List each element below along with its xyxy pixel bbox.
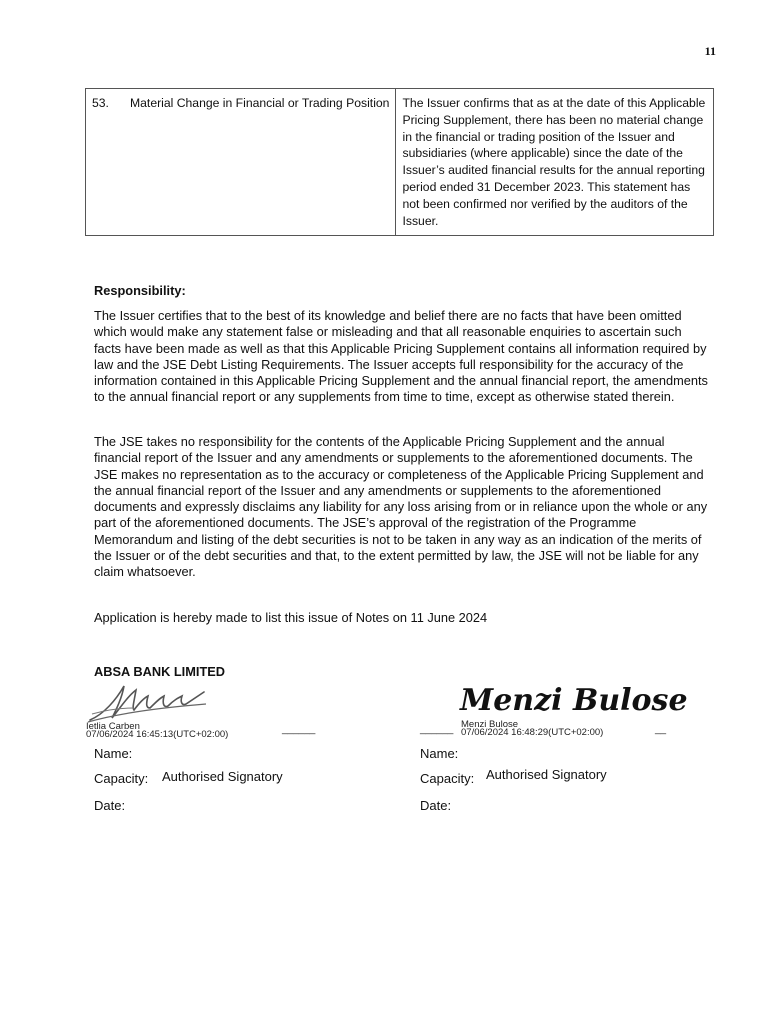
date-label-1: Date: [94,798,126,813]
capacity-label-2: Capacity: [420,771,475,786]
name-label-2: Name: [420,746,459,761]
signature-timestamp-1: 07/06/2024 16:45:13(UTC+02:00) [86,729,229,740]
signature-line-2b: __ [655,724,667,735]
signature-timestamp-2: 07/06/2024 16:48:29(UTC+02:00) [461,727,604,738]
signer-name-2: Menzi Bulose [461,719,519,730]
capacity-label-1: Capacity: [94,771,149,786]
clause-text-cell [396,89,714,236]
name-label-1: Name: [94,746,133,761]
clause-title-cell [86,89,396,236]
capacity-value-1: Authorised Signatory [162,769,283,784]
date-label-2: Date: [420,798,452,813]
page-number: 11 [704,44,716,58]
signer-name-1: Ietlia Carben [86,721,140,732]
clause-table [85,88,714,236]
signature-line-1: ______ [282,724,316,735]
responsibility-heading: Responsibility: [94,283,186,298]
signature-text-2: Menzi Bulose [460,683,688,718]
clause-title: Material Change in Financial or Trading Position [130,96,390,110]
signature-line-2a: ______ [420,724,454,735]
responsibility-paragraph-2: The JSE takes no responsibility for the contents of the Applicable Pricing Supplement and the annual financial report of the Issuer and any amendments or supplements to the aforementioned documents. The JSE makes no representation as to the accuracy or completeness of the Applicable Pricing Supplement and the annual financial report of the Issuer and any amendments or supplements to the aforementioned documents and expressly disclaims any liability for any loss arising from or in reliance upon the whole or any part of the aforementioned documents. The JSE’s approval of the registration of the Programme Memorandum and listing of the debt securities is not to be taken in any way as an indication of the merits of the Issuer or of the debt securities and that, to the extent permitted by law, the JSE will not be liable for any claim whatsoever. [94,434,708,580]
signature-image-1 [86,678,226,726]
table-row [86,89,714,236]
clause-number: 53. [92,96,109,110]
capacity-value-2: Authorised Signatory [486,767,607,782]
clause-text: The Issuer confirms that as at the date of this Applicable Pricing Supplement, there has been no material change in the financial or trading position of the Issuer and subsidiaries (where applicable) since the date of the Issuer’s audited financial results for the annual reporting period ended 31 December 2023. This statement has not been confirmed nor verified by the auditors of the Issuer. [402,96,706,228]
application-statement: Application is hereby made to list this issue of Notes on 11 June 2024 [94,610,488,625]
signature-image-2 [458,676,688,722]
company-name: ABSA BANK LIMITED [94,664,226,679]
responsibility-paragraph-1: The Issuer certifies that to the best of its knowledge and belief there are no facts that have been omitted which would make any statement false or misleading and that all reasonable enquiries to ascertain such facts have been made as well as that this Applicable Pricing Supplement contains all information required by law and the JSE Debt Listing Requirements. The Issuer accepts full responsibility for the accuracy of the information contained in this Applicable Pricing Supplement and the annual financial report, the amendments to the annual financial report or any supplements from time to time, except as otherwise stated therein. [94,308,708,405]
